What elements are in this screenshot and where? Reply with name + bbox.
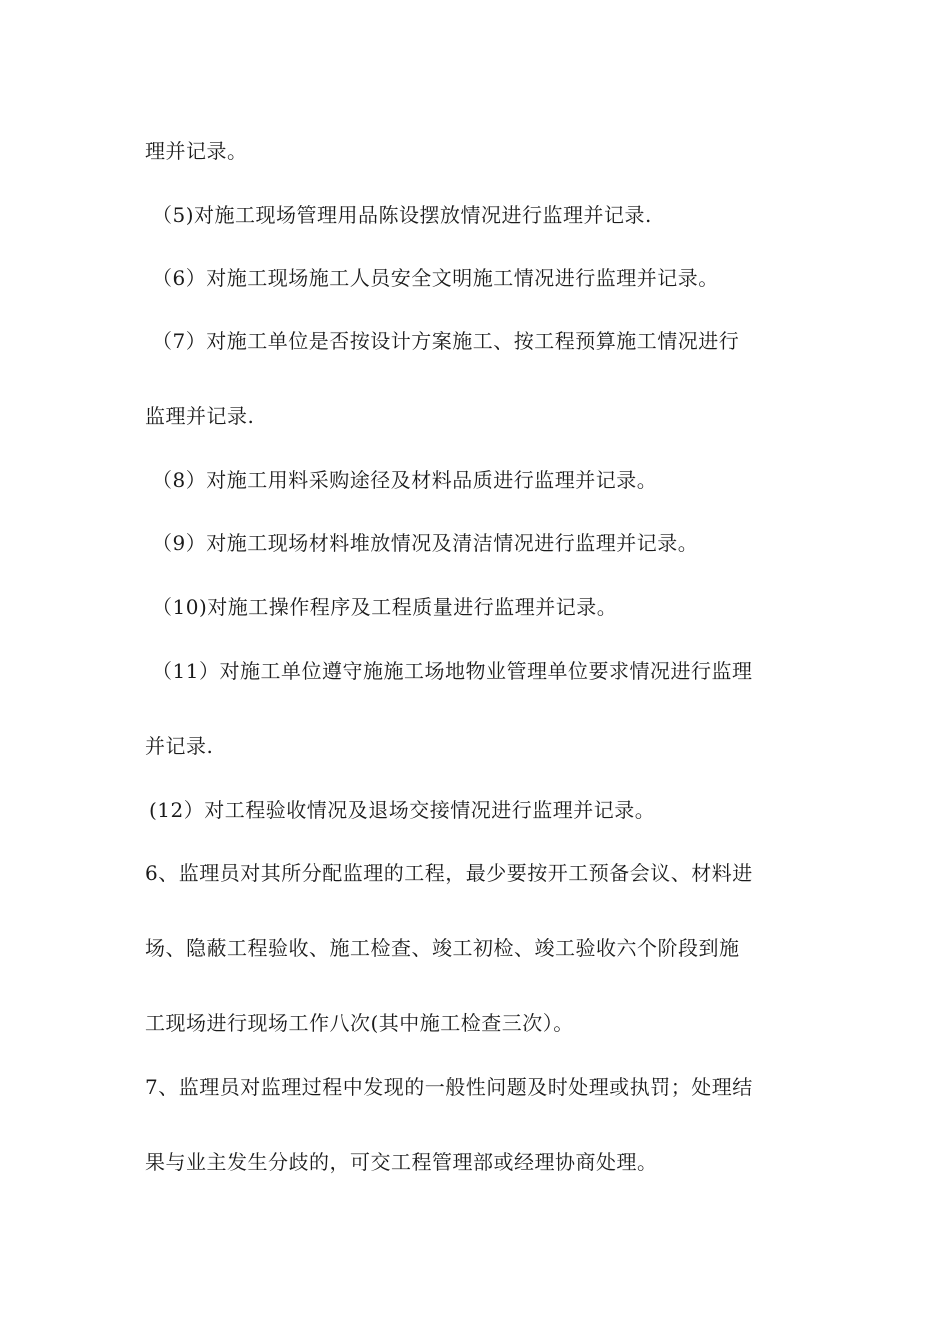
text-line-9: （11）对施工单位遵守施施工场地物业管理单位要求情况进行监理: [152, 659, 753, 683]
text-line-5: 监理并记录.: [145, 404, 255, 428]
text-line-15: 7、监理员对监理过程中发现的一般性问题及时处理或执罚；处理结: [145, 1075, 753, 1099]
text-line-16: 果与业主发生分歧的，可交工程管理部或经理协商处理。: [145, 1150, 658, 1174]
text-line-8: （10)对施工操作程序及工程质量进行监理并记录。: [152, 595, 618, 619]
text-line-10: 并记录.: [145, 734, 214, 758]
text-line-4: （7）对施工单位是否按设计方案施工、按工程预算施工情况进行: [152, 329, 740, 353]
text-line-11: (12）对工程验收情况及退场交接情况进行监理并记录。: [149, 798, 656, 822]
text-line-14: 工现场进行现场工作八次(其中施工检查三次）。: [145, 1011, 574, 1035]
text-line-1: 理并记录。: [145, 139, 248, 163]
text-line-12: 6、监理员对其所分配监理的工程，最少要按开工预备会议、材料进: [145, 861, 753, 885]
text-line-3: （6）对施工现场施工人员安全文明施工情况进行监理并记录。: [152, 266, 719, 290]
text-line-6: （8）对施工用料采购途径及材料品质进行监理并记录。: [152, 468, 658, 492]
text-line-2: （5)对施工现场管理用品陈设摆放情况进行监理并记录.: [152, 203, 652, 227]
text-line-13: 场、隐蔽工程验收、施工检查、竣工初检、竣工验收六个阶段到施: [145, 936, 740, 960]
text-line-7: （9）对施工现场材料堆放情况及清洁情况进行监理并记录。: [152, 531, 699, 555]
